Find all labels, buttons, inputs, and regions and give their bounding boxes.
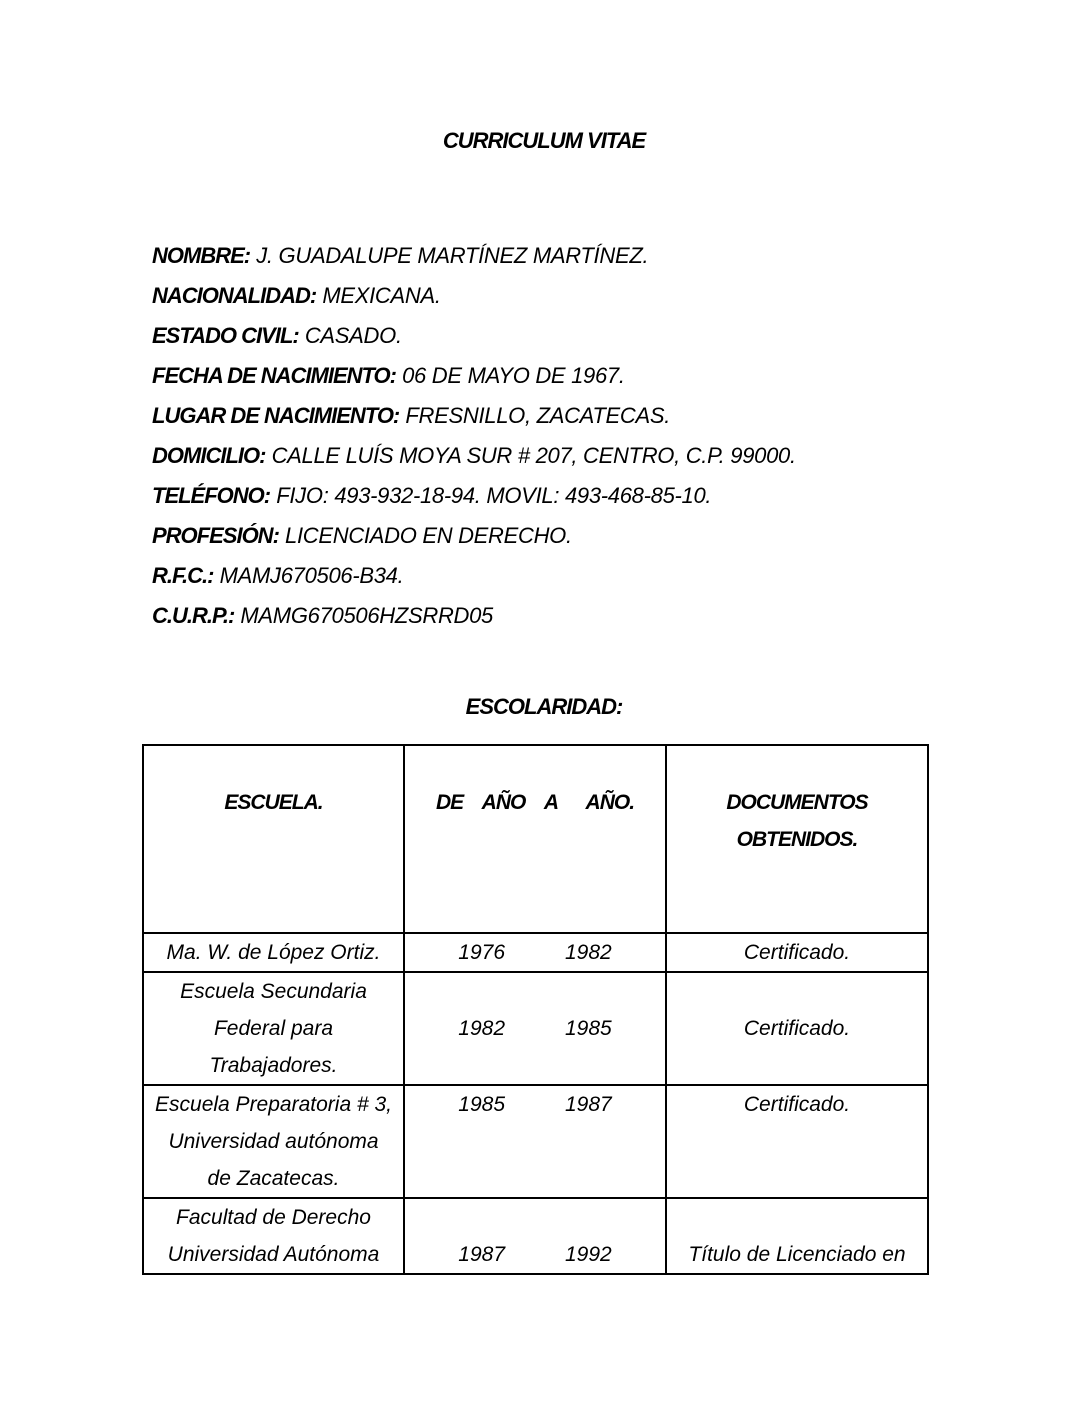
document-value: Título de Licenciado en (688, 1243, 906, 1266)
field-label: R.F.C.: (152, 563, 214, 588)
school-cell (143, 972, 404, 1085)
document-value: Certificado. (743, 1093, 851, 1116)
field-marital-status (152, 316, 796, 356)
field-value: J. GUADALUPE MARTÍNEZ MARTÍNEZ. (256, 243, 649, 268)
year-from: 1987 (458, 1243, 505, 1266)
document-cell (666, 1085, 928, 1198)
field-value: FIJO: 493-932-18-94. MOVIL: 493-468-85-10. (276, 483, 712, 508)
field-value: MAMG670506HZSRRD05 (240, 603, 493, 628)
year-to: 1985 (565, 1017, 612, 1040)
header-documents (666, 745, 928, 933)
field-label: PROFESIÓN: (152, 523, 279, 548)
document-value: Certificado. (743, 1017, 851, 1040)
year-from: 1976 (458, 941, 505, 964)
header-school-label: ESCUELA. (224, 791, 323, 814)
field-label: TELÉFONO: (152, 483, 271, 508)
document-cell (666, 933, 928, 972)
year-from: 1985 (458, 1093, 505, 1116)
year-to: 1987 (565, 1093, 612, 1116)
year-to: 1992 (565, 1243, 612, 1266)
field-birth-place (152, 396, 796, 436)
years-cell (404, 1198, 666, 1274)
table-row (143, 1198, 928, 1274)
field-label: NOMBRE: (152, 243, 251, 268)
field-value: MAMJ670506-B34. (219, 563, 404, 588)
field-label: ESTADO CIVIL: (152, 323, 299, 348)
field-curp (152, 596, 796, 636)
table-header-row (143, 745, 928, 933)
school-line: Universidad autónoma (168, 1130, 379, 1153)
field-name (152, 236, 796, 276)
school-line: Trabajadores. (209, 1054, 338, 1077)
field-label: C.U.R.P.: (152, 603, 235, 628)
field-profession (152, 516, 796, 556)
header-school (143, 745, 404, 933)
field-value: 06 DE MAYO DE 1967. (402, 363, 625, 388)
section-title-schooling: ESCOLARIDAD: (465, 694, 623, 719)
school-cell (143, 1198, 404, 1274)
schooling-table (142, 744, 929, 1275)
school-cell (143, 1085, 404, 1198)
field-rfc (152, 556, 796, 596)
years-cell (404, 1085, 666, 1198)
field-value: FRESNILLO, ZACATECAS. (405, 403, 671, 428)
field-value: MEXICANA. (322, 283, 441, 308)
field-label: LUGAR DE NACIMIENTO: (152, 403, 400, 428)
field-nationality (152, 276, 796, 316)
school-line: Federal para (213, 1017, 334, 1040)
table-row (143, 1085, 928, 1198)
years-cell (404, 933, 666, 972)
years-cell (404, 972, 666, 1085)
year-from: 1982 (458, 1017, 505, 1040)
document-cell (666, 972, 928, 1085)
school-line: Ma. W. de López Ortiz. (166, 941, 381, 964)
document-value: Certificado. (743, 941, 851, 964)
document-cell (666, 1198, 928, 1274)
school-line: Escuela Secundaria (180, 980, 367, 1003)
field-label: NACIONALIDAD: (152, 283, 317, 308)
table-row (143, 933, 928, 972)
school-line: Escuela Preparatoria # 3, (155, 1093, 392, 1116)
school-line: de Zacatecas. (207, 1167, 340, 1190)
header-documents-line1: DOCUMENTOS (726, 791, 868, 814)
field-value: CALLE LUÍS MOYA SUR # 207, CENTRO, C.P. 99000. (271, 443, 796, 468)
header-documents-line2: OBTENIDOS. (736, 828, 858, 851)
table-row (143, 972, 928, 1085)
field-label: DOMICILIO: (152, 443, 266, 468)
field-label: FECHA DE NACIMIENTO: (152, 363, 396, 388)
school-line: Facultad de Derecho (176, 1206, 371, 1229)
year-to: 1982 (565, 941, 612, 964)
field-value: CASADO. (304, 323, 402, 348)
school-line: Universidad Autónoma (167, 1243, 380, 1266)
header-years (404, 745, 666, 933)
school-cell (143, 933, 404, 972)
personal-info (152, 236, 796, 636)
field-birth-date (152, 356, 796, 396)
page-title: CURRICULUM VITAE (442, 128, 646, 153)
header-years-label: DE AÑO A AÑO. (435, 791, 635, 814)
field-value: LICENCIADO EN DERECHO. (285, 523, 572, 548)
field-address (152, 436, 796, 476)
field-phone (152, 476, 796, 516)
